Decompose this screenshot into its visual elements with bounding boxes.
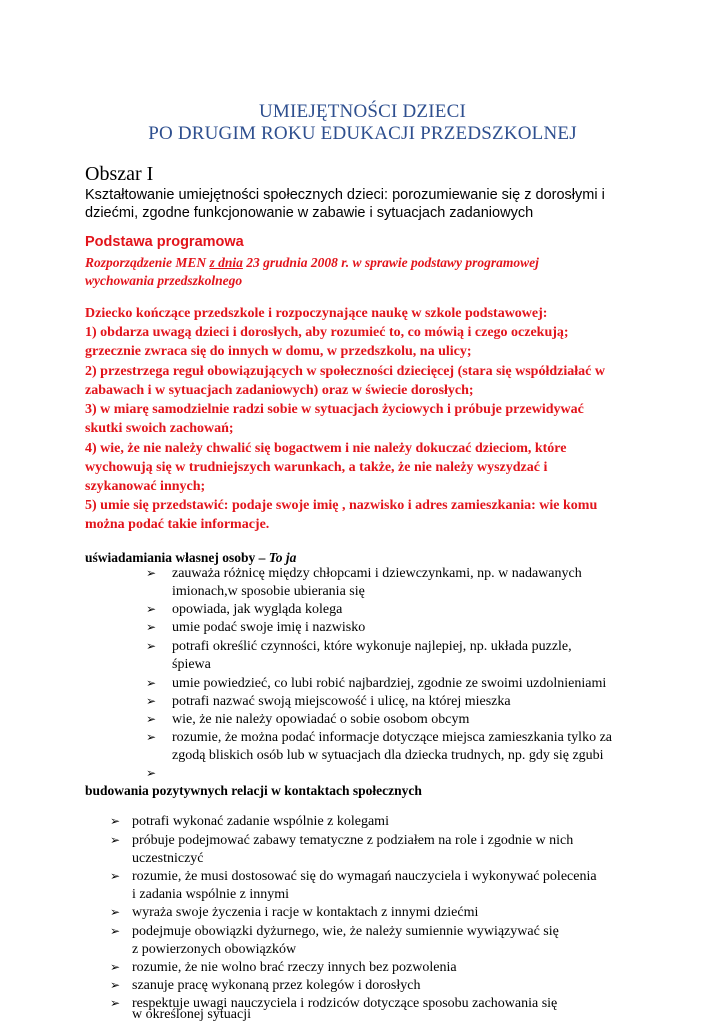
requirement-line: szykanować innych; <box>85 479 206 494</box>
arrow-bullet-icon: ➢ <box>146 620 157 634</box>
regulation-text-c: 23 grudnia 2008 r. w sprawie podstawy programowej <box>242 255 539 270</box>
requirement-line: 5) umie się przedstawić: podaje swoje imię , nazwisko i adres zamieszkania: wie komu <box>85 498 598 513</box>
arrow-bullet-icon: ➢ <box>146 694 157 708</box>
arrow-bullet-icon: ➢ <box>110 905 121 919</box>
section1-bullet-text: umie powiedzieć, co lubi robić najbardziej, zgodnie ze swoimi uzdolnieniami <box>172 676 607 691</box>
arrow-bullet-icon: ➢ <box>146 639 157 653</box>
section1-bullet-text: potrafi nazwać swoją miejscowość i ulicę, na której mieszka <box>172 694 511 709</box>
arrow-bullet-icon: ➢ <box>146 766 157 780</box>
requirement-line: wychowują się w trudniejszych warunkach, a także, że nie należy wyszydzać i <box>85 460 548 475</box>
section1-bullet-text: potrafi określić czynności, które wykonuje najlepiej, np. układa puzzle, <box>172 639 572 654</box>
arrow-bullet-icon: ➢ <box>146 676 157 690</box>
section2-bullet-text: wyraża swoje życzenia i racje w kontaktach z innymi dziećmi <box>132 905 479 920</box>
requirement-line: 4) wie, że nie należy chwalić się bogactwem i nie należy dokuczać dzieciom, które <box>85 441 567 456</box>
section1-bullet-text: wie, że nie należy opowiadać o sobie osobom obcym <box>172 712 470 727</box>
arrow-bullet-icon: ➢ <box>146 566 157 580</box>
section1-bullet-continuation: imionach,w sposobie ubierania się <box>172 584 365 599</box>
arrow-bullet-icon: ➢ <box>110 814 121 828</box>
section1-bullet-text: opowiada, jak wygląda kolega <box>172 602 343 617</box>
obszar-heading: Obszar I <box>85 163 154 185</box>
obszar-subtitle-line2: dziećmi, zgodne funkcjonowanie w zabawie i sytuacjach zadaniowych <box>85 205 534 221</box>
arrow-bullet-icon: ➢ <box>110 996 121 1010</box>
podstawa-heading: Podstawa programowa <box>85 234 244 250</box>
document-title-line1: UMIEJĘTNOŚCI DZIECI <box>259 101 466 122</box>
obszar-subtitle-line1: Kształtowanie umiejętności społecznych dzieci: porozumiewanie się z dorosłymi i <box>85 187 605 203</box>
section2-bullet-continuation: z powierzonych obowiązków <box>132 942 297 957</box>
arrow-bullet-icon: ➢ <box>110 960 121 974</box>
arrow-bullet-icon: ➢ <box>110 833 121 847</box>
requirement-line: Dziecko kończące przedszkole i rozpoczynające naukę w szkole podstawowej: <box>85 306 548 321</box>
section1-heading <box>85 549 296 566</box>
section2-bullet-continuation: uczestniczyć <box>132 851 204 866</box>
section2-bullet-text: próbuje podejmować zabawy tematyczne z podziałem na role i zgodnie w nich <box>132 833 574 848</box>
document-title-line2: PO DRUGIM ROKU EDUKACJI PRZEDSZKOLNEJ <box>148 123 577 144</box>
section1-bullet-continuation: śpiewa <box>172 657 211 672</box>
arrow-bullet-icon: ➢ <box>110 869 121 883</box>
section2-bullet-text: szanuje pracę wykonaną przez kolegów i dorosłych <box>132 978 421 993</box>
section2-bullet-text: podejmuje obowiązki dyżurnego, wie, że należy sumiennie wywiązywać się <box>132 924 559 939</box>
section2-bullet-text: rozumie, że musi dostosować się do wymagań nauczyciela i wykonywać polecenia <box>132 869 597 884</box>
section1-heading-text: uświadamiania własnej osoby – <box>85 550 269 565</box>
section1-bullet-continuation: zgodą bliskich osób lub w sytuacjach dla dziecka trudnych, np. gdy się zgubi <box>172 748 604 763</box>
requirement-line: 2) przestrzega reguł obowiązujących w społeczności dziecięcej (stara się współdziałać w <box>85 364 605 379</box>
arrow-bullet-icon: ➢ <box>110 978 121 992</box>
section2-bullet-text: respektuje uwagi nauczyciela i rodziców dotyczące sposobu zachowania się <box>132 996 558 1011</box>
requirement-line: można podać takie informacje. <box>85 517 270 532</box>
requirement-line: zabawach i w sytuacjach zadaniowych) oraz w świecie dorosłych; <box>85 383 474 398</box>
arrow-bullet-icon: ➢ <box>146 602 157 616</box>
section1-bullet-text: umie podać swoje imię i nazwisko <box>172 620 366 635</box>
section2-bullet-text: rozumie, że nie wolno brać rzeczy innych bez pozwolenia <box>132 960 457 975</box>
arrow-bullet-icon: ➢ <box>146 712 157 726</box>
section1-heading-italic: To ja <box>268 550 297 565</box>
requirement-line: 1) obdarza uwagą dzieci i dorosłych, aby rozumieć to, co mówią i czego oczekują; <box>85 325 569 340</box>
arrow-bullet-icon: ➢ <box>110 924 121 938</box>
regulation-line2: wychowania przedszkolnego <box>85 273 243 288</box>
requirement-line: 3) w miarę samodzielnie radzi sobie w sytuacjach życiowych i próbuje przewidywać <box>85 402 584 417</box>
requirement-line: grzecznie zwraca się do innych w domu, w przedszkolu, na ulicy; <box>85 344 472 359</box>
section2-heading: budowania pozytywnych relacji w kontaktach społecznych <box>85 783 422 798</box>
regulation-text-a: Rozporządzenie MEN <box>85 255 210 270</box>
section1-bullet-text: rozumie, że można podać informacje dotyczące miejsca zamieszkania tylko za <box>172 730 613 745</box>
section2-bullet-text: potrafi wykonać zadanie wspólnie z kolegami <box>132 814 389 829</box>
section2-bullet-continuation: w określonej sytuacji <box>132 1007 251 1022</box>
requirement-line: skutki swoich zachowań; <box>85 421 234 436</box>
regulation-line1 <box>85 254 539 271</box>
regulation-text-b: z dnia <box>209 255 243 270</box>
arrow-bullet-icon: ➢ <box>146 730 157 744</box>
section1-bullet-text: zauważa różnicę między chłopcami i dziewczynkami, np. w nadawanych <box>172 566 582 581</box>
section2-bullet-continuation: i zadania wspólnie z innymi <box>132 887 290 902</box>
